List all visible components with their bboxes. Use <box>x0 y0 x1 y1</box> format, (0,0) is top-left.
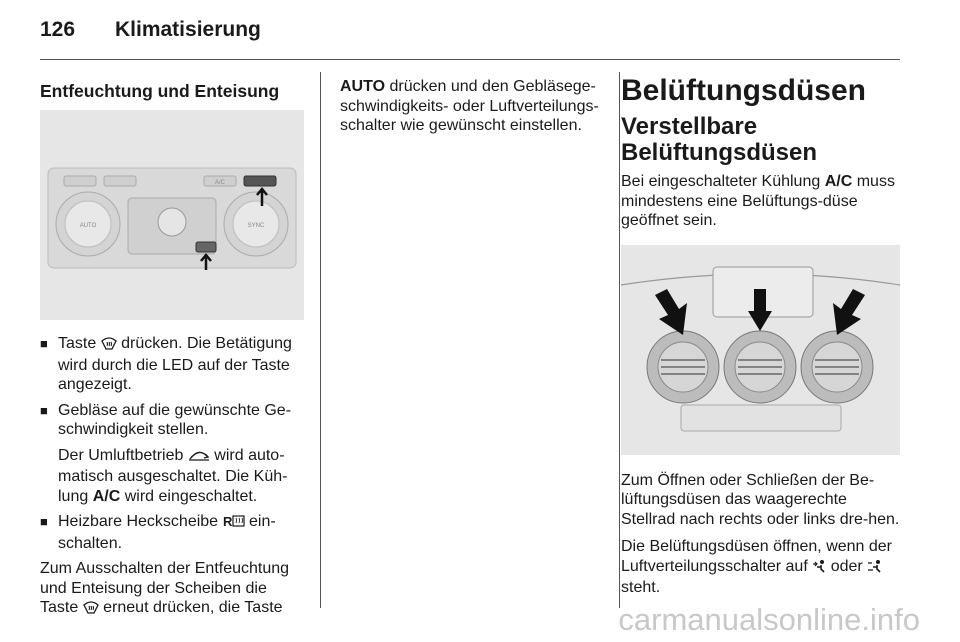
chapter-title: Klimatisierung <box>115 18 261 41</box>
list-item: ■ Gebläse auf die gewünschte Ge-schwindigkeit stellen. <box>40 401 304 440</box>
list-subparagraph: Der Umluftbetrieb wird auto-matisch ausgeschaltet. Die Küh-lung A/C wird eingeschaltet. <box>58 446 288 505</box>
climate-panel-figure <box>40 110 304 320</box>
ac-paragraph: Bei eingeschalteter Kühlung A/C muss mindestens eine Belüftungs-düse geöffnet sein. <box>621 173 895 229</box>
subsection-heading: Verstellbare Belüftungsdüsen <box>621 113 817 166</box>
closing-paragraph: Zum Ausschalten der Entfeuchtung und Enteisung der Scheiben die Taste erneut drücken, die Taste <box>40 559 304 620</box>
page-number: 126 <box>40 18 76 41</box>
list-item: ■ Taste drücken. Die Betätigung wird durch die LED auf der Taste angezeigt. <box>40 334 304 395</box>
windshield-defrost-icon <box>101 336 117 356</box>
bilevel-vent-icon <box>867 559 883 579</box>
header-rule <box>40 59 900 60</box>
svg-text:R: R <box>222 514 232 528</box>
face-vent-icon <box>812 559 826 579</box>
continuation-paragraph: AUTO drücken und den Gebläsege-schwindigkeits- oder Luftverteilungs-schalter wie gewünscht einstellen. <box>340 78 599 134</box>
instruction-list <box>40 334 304 440</box>
panel-label-ac: A/C <box>214 180 226 186</box>
recirculation-icon <box>188 448 210 468</box>
list-item: ■ Heizbare Heckscheibe R ein-schalten. <box>40 512 304 553</box>
column-2 <box>340 77 606 136</box>
column-3 <box>621 74 903 598</box>
windshield-defrost-icon <box>83 600 99 620</box>
column-divider-2 <box>619 72 620 608</box>
open-paragraph: Die Belüftungsdüsen öffnen, wenn der Luftverteilungsschalter auf oder steht. <box>621 538 893 596</box>
rear-window-heating-icon <box>223 514 245 534</box>
column-divider-1 <box>320 72 321 608</box>
panel-label-sync: SYNC <box>247 223 265 229</box>
section-title: Entfeuchtung und Enteisung <box>40 81 280 101</box>
panel-label-auto: AUTO <box>79 223 97 229</box>
vents-figure <box>621 245 900 455</box>
adjust-paragraph: Zum Öffnen oder Schließen der Be-lüftungsdüsen das waagerechte Stellrad nach rechts oder links dre-hen. <box>621 471 900 528</box>
section-heading: Belüftungsdüsen <box>621 74 866 107</box>
watermark: carmanualsonline.info <box>618 602 920 637</box>
instruction-list-2 <box>40 512 304 553</box>
column-1 <box>40 80 304 620</box>
